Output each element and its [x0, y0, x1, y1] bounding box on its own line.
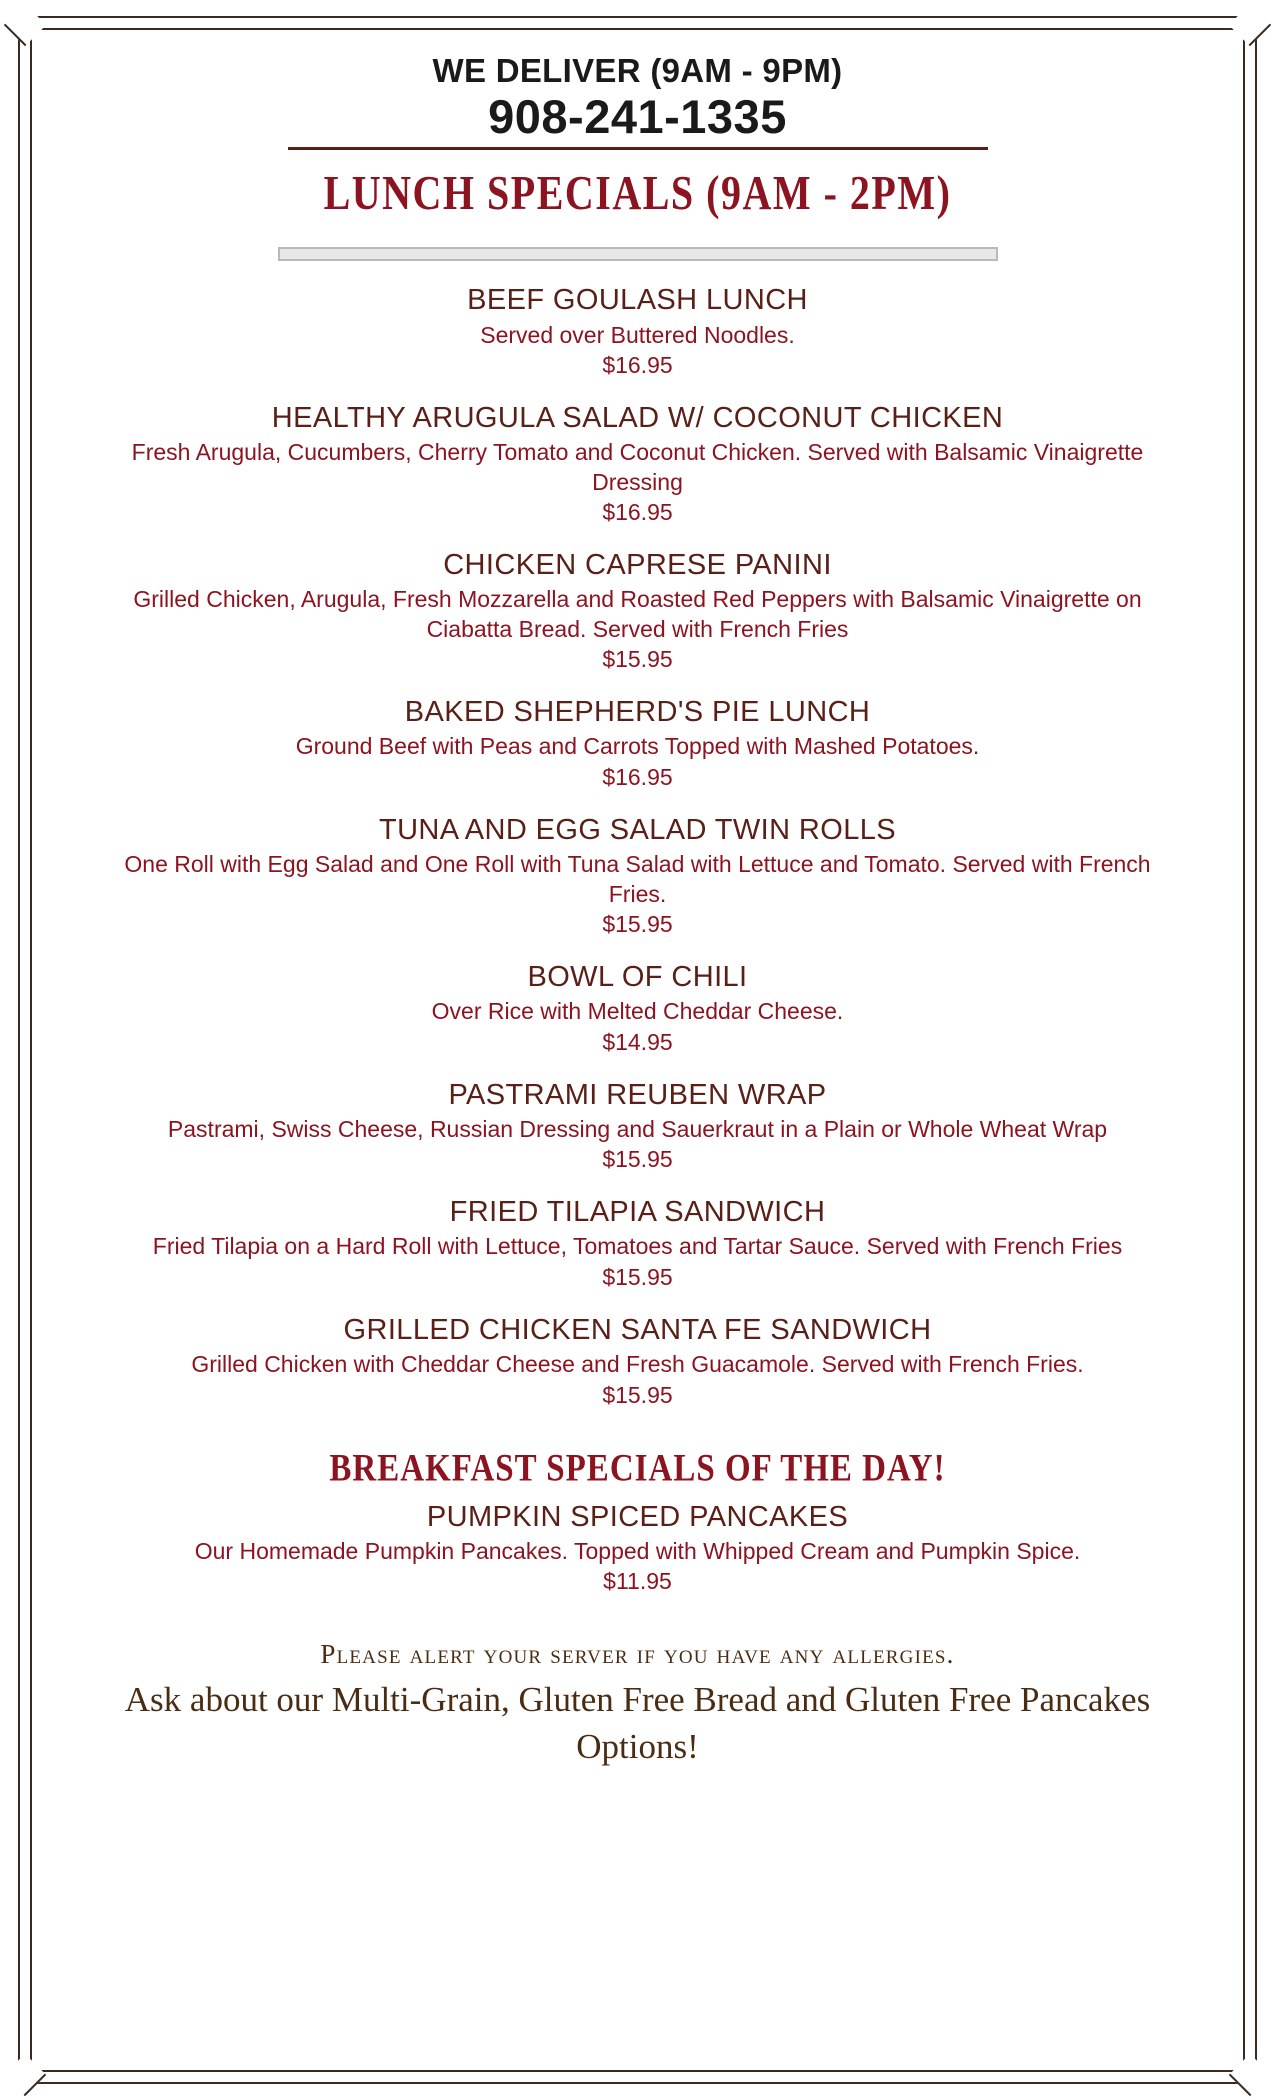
menu-item-price: $16.95	[602, 763, 673, 790]
menu-item-name: CHICKEN CAPRESE PANINI	[443, 549, 832, 582]
lunch-specials-title: LUNCH SPECIALS (9AM - 2PM)	[323, 165, 952, 221]
menu-item-name: PASTRAMI REUBEN WRAP	[448, 1078, 827, 1111]
menu-item	[92, 813, 1183, 938]
section-divider-bar	[278, 247, 998, 261]
menu-item-price: $15.95	[602, 1263, 673, 1290]
breakfast-specials-list	[92, 1500, 1183, 1596]
menu-item	[92, 1078, 1183, 1174]
menu-item-name: BOWL OF CHILI	[527, 960, 748, 993]
menu-item-name: PUMPKIN SPICED PANCAKES	[426, 1500, 849, 1533]
menu-item-description: Fresh Arugula, Cucumbers, Cherry Tomato and Coconut Chicken. Served with Balsamic Vinaigrette Dressing	[131, 439, 1144, 495]
menu-item	[92, 401, 1183, 526]
menu-item-price: $11.95	[603, 1568, 672, 1595]
menu-item-description: Pastrami, Swiss Cheese, Russian Dressing and Sauerkraut in a Plain or Whole Wheat Wrap	[167, 1115, 1108, 1142]
menu-item-description: Fried Tilapia on a Hard Roll with Lettuce, Tomatoes and Tartar Sauce. Served with French Fries	[152, 1233, 1123, 1260]
menu-item-price: $15.95	[602, 1146, 673, 1173]
menu-item-description: Ground Beef with Peas and Carrots Topped with Mashed Potatoes.	[295, 733, 980, 760]
menu-item-price: $15.95	[602, 646, 673, 673]
menu-item	[92, 695, 1183, 791]
menu-item-name: HEALTHY ARUGULA SALAD W/ COCONUT CHICKEN	[271, 402, 1004, 434]
menu-item-price: $15.95	[602, 1381, 673, 1408]
breakfast-specials-title: BREAKFAST SPECIALS OF THE DAY!	[329, 1446, 946, 1490]
menu-item-description: Over Rice with Melted Cheddar Cheese.	[431, 998, 844, 1025]
menu-item	[92, 1195, 1183, 1291]
menu-page	[52, 34, 1223, 2066]
menu-item	[92, 1500, 1183, 1596]
menu-item-name: BEEF GOULASH LUNCH	[467, 284, 808, 317]
menu-item	[92, 548, 1183, 673]
menu-item-price: $15.95	[602, 910, 673, 937]
phone-number[interactable]: 908-241-1335	[488, 90, 787, 143]
menu-item-description: One Roll with Egg Salad and One Roll with Tuna Salad with Lettuce and Tomato. Served with French Fries.	[124, 851, 1151, 907]
menu-item	[92, 960, 1183, 1056]
menu-item-name: FRIED TILAPIA SANDWICH	[449, 1196, 826, 1229]
menu-item-description: Grilled Chicken, Arugula, Fresh Mozzarella and Roasted Red Peppers with Balsamic Vinaigrette on Ciabatta Bread. Served with French Fries	[133, 586, 1142, 642]
menu-item-name: TUNA AND EGG SALAD TWIN ROLLS	[378, 813, 897, 846]
menu-item-name: BAKED SHEPHERD'S PIE LUNCH	[404, 696, 871, 729]
menu-item-description: Served over Buttered Noodles.	[480, 321, 795, 348]
menu-item-description: Grilled Chicken with Cheddar Cheese and Fresh Guacamole. Served with French Fries.	[191, 1351, 1084, 1378]
menu-item-name: GRILLED CHICKEN SANTA FE SANDWICH	[343, 1313, 932, 1346]
lunch-specials-list	[92, 283, 1183, 1408]
menu-item-description: Our Homemade Pumpkin Pancakes. Topped with Whipped Cream and Pumpkin Spice.	[194, 1537, 1081, 1564]
delivery-hours-banner: WE DELIVER (9AM - 9PM)	[432, 52, 843, 89]
menu-item	[92, 283, 1183, 379]
header-divider-rule	[288, 147, 988, 150]
menu-item-price: $16.95	[602, 499, 673, 526]
menu-item-price: $14.95	[602, 1028, 673, 1055]
allergy-notice: Please alert your server if you have any allergies.	[320, 1639, 955, 1670]
menu-footer	[92, 1639, 1183, 1771]
menu-item	[92, 1313, 1183, 1409]
menu-item-price: $16.95	[602, 352, 673, 378]
gluten-free-notice: Ask about our Multi-Grain, Gluten Free Bread and Gluten Free Pancakes Options!	[124, 1680, 1151, 1767]
